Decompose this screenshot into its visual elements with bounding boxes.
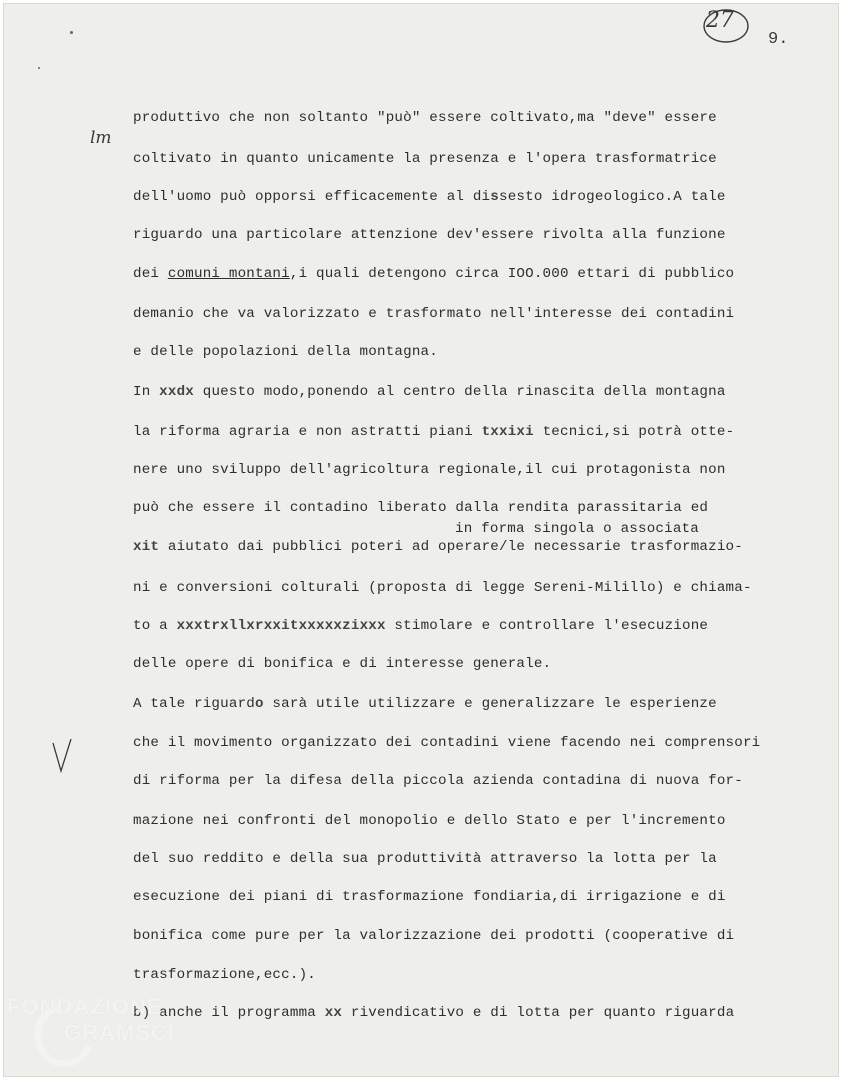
struck-text: xx	[324, 1005, 343, 1021]
interlinear-insertion: in forma singola o associata	[455, 521, 699, 537]
text-line: nere uno sviluppo dell'agricoltura regionale,il cui protagonista non	[133, 462, 726, 478]
text-line: dell'uomo può opporsi efficacemente al dissesto idrogeologico.A tale	[133, 189, 726, 205]
text-line: dei comuni montani,i quali detengono circa IOO.000 ettari di pubblico	[133, 266, 735, 282]
margin-note: lm	[90, 128, 112, 148]
text-line: trasformazione,ecc.).	[133, 967, 316, 983]
text-line: b) anche il programma xx rivendicativo e di lotta per quanto riguarda	[133, 1005, 735, 1021]
watermark-line-1: FONDAZIONE	[7, 994, 163, 1019]
text-line: bonifica come pure per la valorizzazione dei prodotti (cooperative di	[133, 928, 735, 944]
struck-text: txxixi	[481, 424, 534, 440]
text-line: A tale riguardo sarà utile utilizzare e generalizzare le esperienze	[133, 696, 717, 712]
text-line: In xxdx questo modo,ponendo al centro della rinascita della montagna	[133, 384, 726, 400]
text-line: del suo reddito e della sua produttività attraverso la lotta per la	[133, 851, 717, 867]
text-line: la riforma agraria e non astratti piani txxixi tecnici,si potrà otte-	[133, 424, 735, 440]
document-page	[3, 3, 839, 1077]
archive-watermark	[4, 994, 244, 1074]
struck-text: xit	[133, 539, 160, 555]
text-line: di riforma per la difesa della piccola azienda contadina di nuova for-	[133, 773, 743, 789]
text-line: xit aiutato dai pubblici poteri ad operare/le necessarie trasformazio-	[133, 539, 743, 555]
text-line: mazione nei confronti del monopolio e dello Stato e per l'incremento	[133, 813, 726, 829]
speck	[38, 67, 40, 69]
text-line: demanio che va valorizzato e trasformato nell'interesse dei contadini	[133, 306, 735, 322]
underlined-phrase: comuni montani	[167, 266, 290, 282]
text-line: ni e conversioni colturali (proposta di legge Sereni-Milillo) e chiama-	[133, 580, 752, 596]
text-line: to a xxxtrxllxrxxitxxxxxzixxx stimolare e controllare l'esecuzione	[133, 618, 709, 634]
text-line: produttivo che non soltanto "può" essere coltivato,ma "deve" essere	[133, 110, 717, 126]
text-line: delle opere di bonifica e di interesse generale.	[133, 656, 552, 672]
text-line: riguardo una particolare attenzione dev'essere rivolta alla funzione	[133, 227, 726, 243]
text-line: e delle popolazioni della montagna.	[133, 344, 438, 360]
speck	[70, 31, 73, 34]
text-line: coltivato in quanto unicamente la presenza e l'opera trasformatrice	[133, 151, 717, 167]
struck-text: xxdx	[159, 384, 195, 400]
folio-number: 27	[706, 8, 734, 33]
check-mark-icon	[51, 739, 73, 775]
watermark-line-2: GRAMSCI	[64, 1020, 175, 1045]
struck-text: xxxtrxllxrxxitxxxxxzixxx	[176, 618, 386, 634]
page-number: 9.	[768, 30, 789, 49]
text-line: che il movimento organizzato dei contadini viene facendo nei comprensori	[133, 735, 761, 751]
text-line: esecuzione dei piani di trasformazione fondiaria,di irrigazione e di	[133, 889, 726, 905]
text-line: può che essere il contadino liberato dalla rendita parassitaria ed	[133, 500, 709, 516]
